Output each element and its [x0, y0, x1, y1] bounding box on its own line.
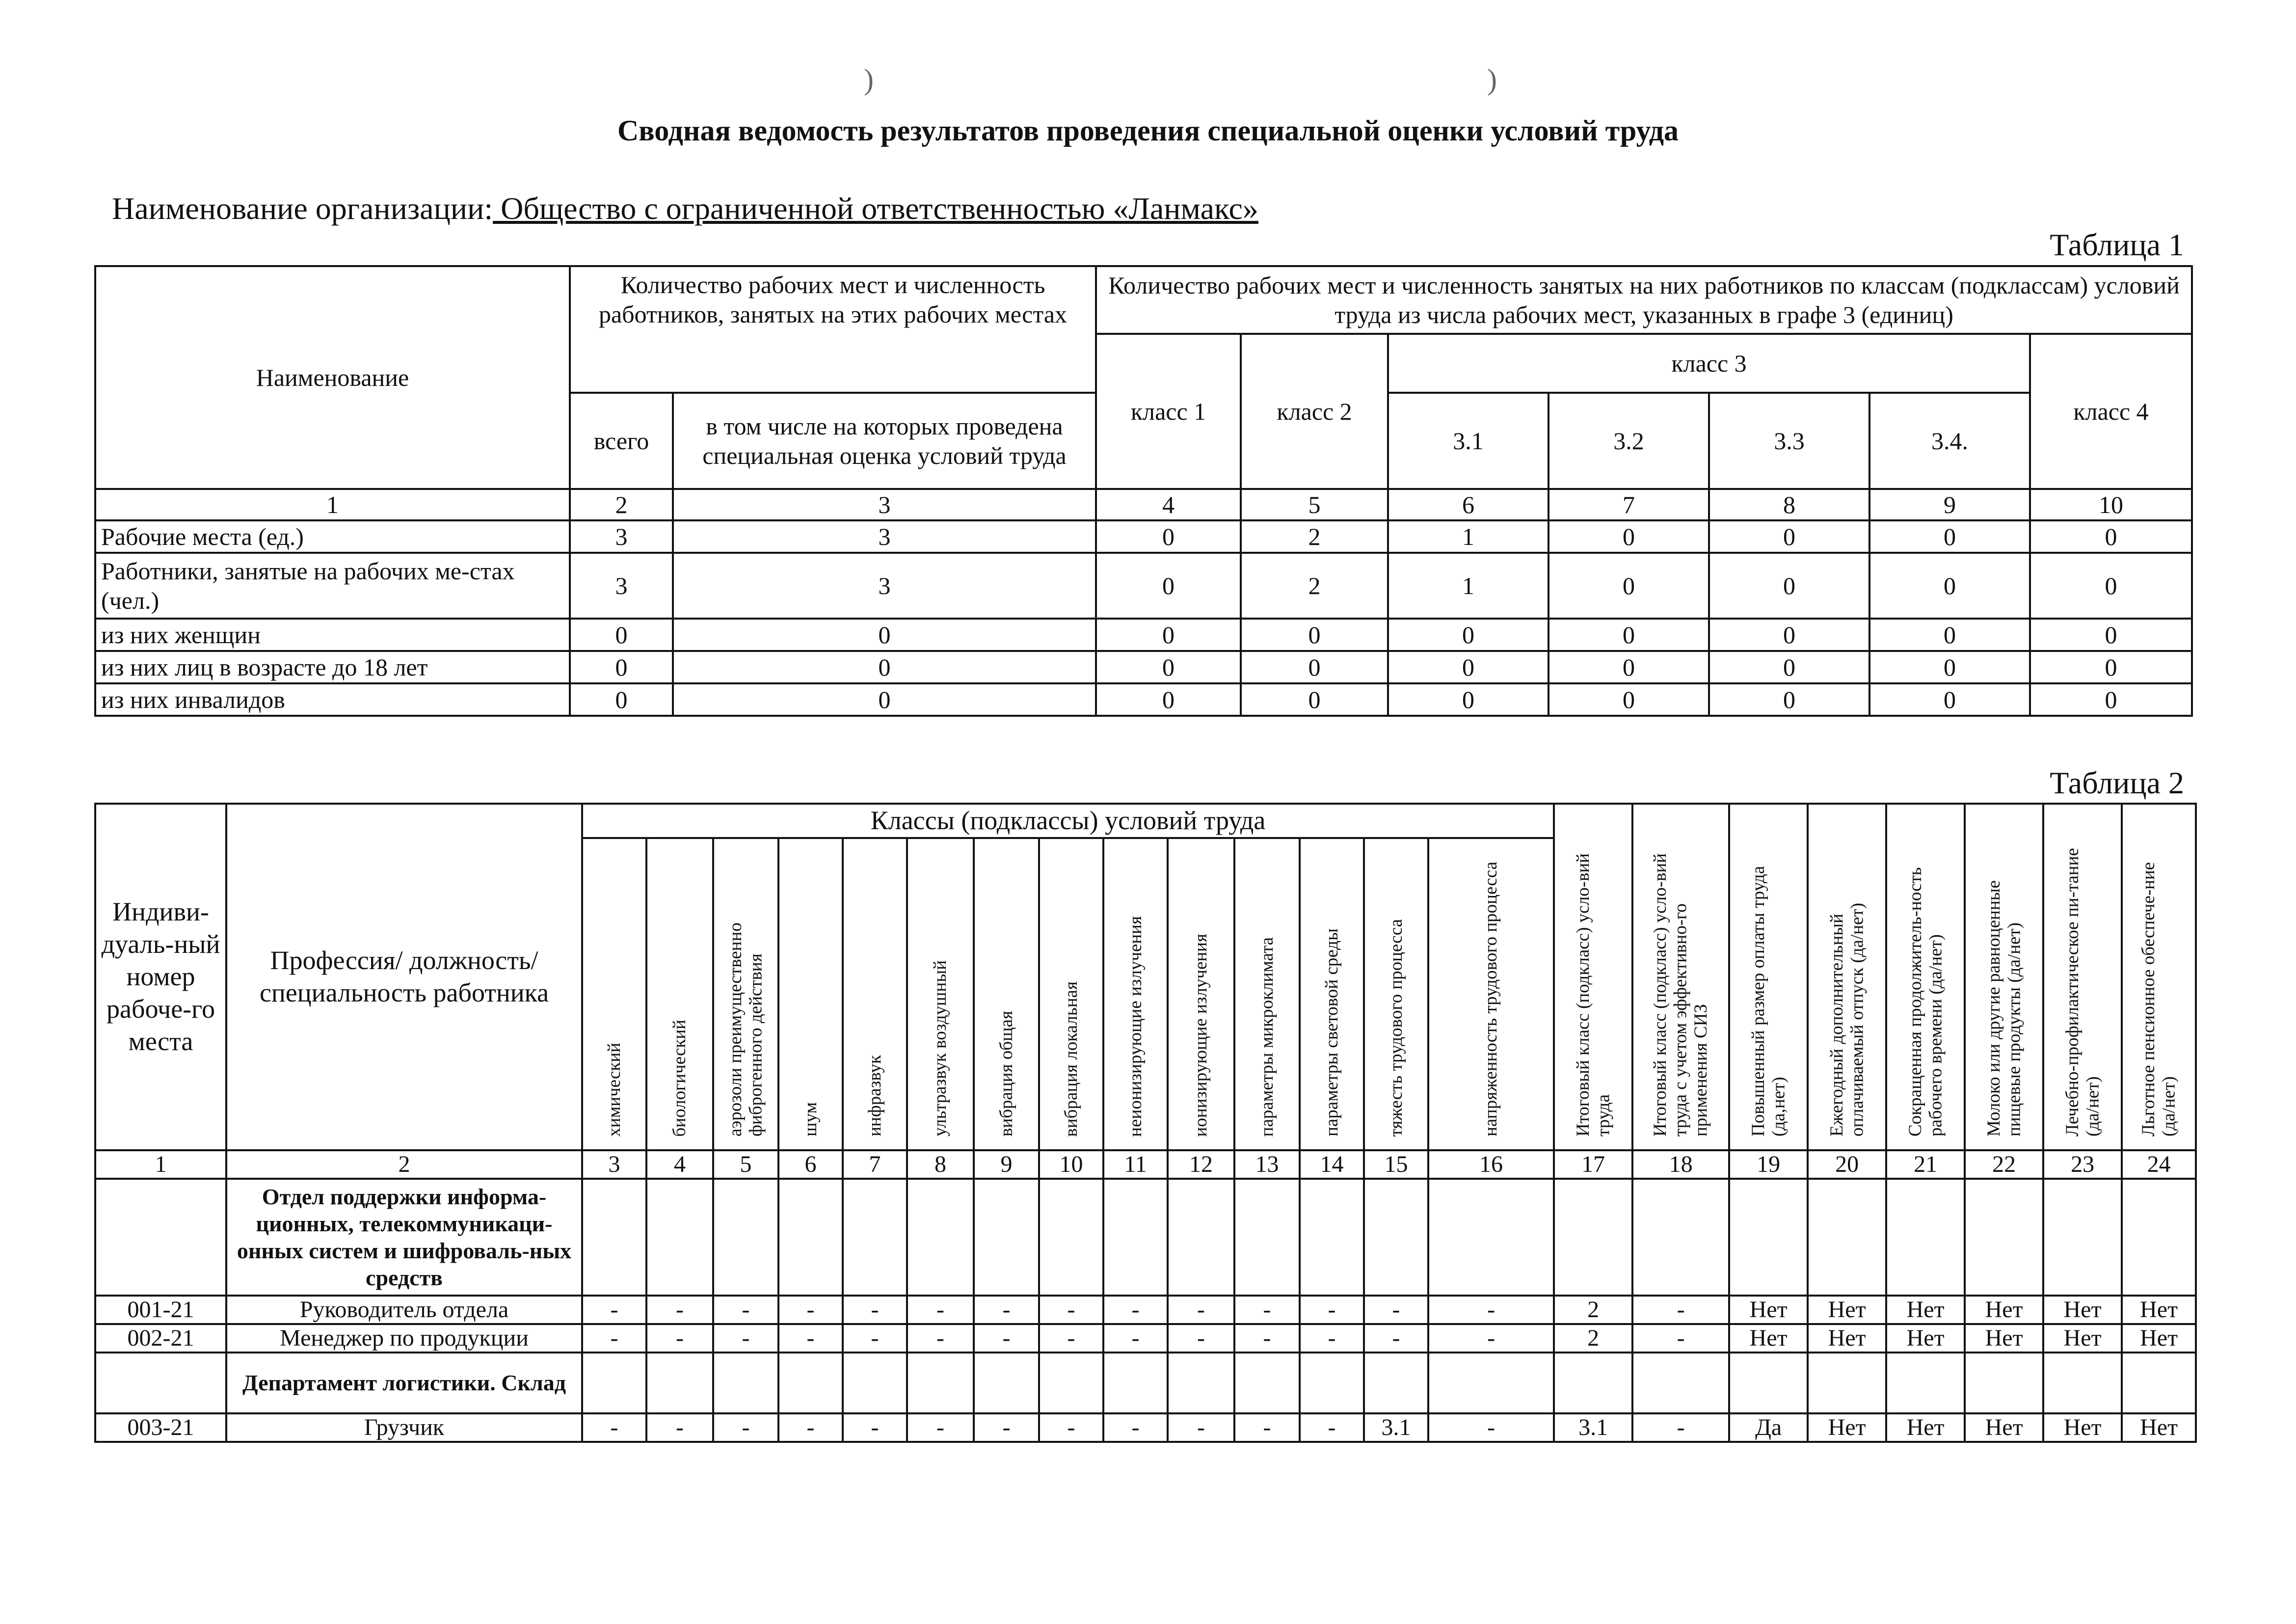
cell: Нет	[2043, 1296, 2122, 1324]
cell: 0	[1709, 619, 1869, 651]
cell: -	[582, 1413, 646, 1442]
header-pension: Льготное пенсионное обеспече-ние (да/нет)	[2122, 804, 2196, 1150]
row-label: Рабочие места (ед.)	[95, 520, 570, 553]
header-total: всего	[570, 393, 673, 489]
header-factor-intensity: напряженность трудового процесса	[1428, 838, 1554, 1150]
organization-line	[112, 190, 1258, 227]
cell: Нет	[1965, 1413, 2043, 1442]
cell: 0	[2030, 651, 2192, 683]
column-number-row	[95, 489, 2192, 520]
cell: 0	[1869, 651, 2030, 683]
cell: Нет	[1729, 1324, 1808, 1353]
header-sub-3-2: 3.2	[1548, 393, 1709, 489]
cell: 3	[673, 520, 1096, 553]
cell: -	[974, 1413, 1039, 1442]
cell: 0	[570, 651, 673, 683]
cell: -	[1168, 1413, 1234, 1442]
scan-mark-left: )	[864, 63, 874, 96]
table-row	[95, 520, 2192, 553]
header-factor-severity: тяжесть трудового процесса	[1364, 838, 1428, 1150]
col-number: 18	[1632, 1150, 1729, 1179]
cell: -	[1364, 1296, 1428, 1324]
col-number: 5	[1241, 489, 1388, 520]
cell: 0	[1548, 553, 1709, 619]
cell: 1	[1388, 520, 1548, 553]
table-row	[95, 651, 2192, 683]
cell: 1	[1388, 553, 1548, 619]
cell: 0	[1869, 553, 2030, 619]
table-row	[95, 1296, 2196, 1324]
header-workplace-id: Индиви-дуаль-ный номер рабоче-го места	[95, 804, 226, 1150]
cell: 0	[1548, 651, 1709, 683]
cell: 3	[570, 520, 673, 553]
profession-name: Руководитель отдела	[226, 1296, 582, 1324]
header-factor-vibration-general: вибрация общая	[974, 838, 1039, 1150]
cell: 0	[1709, 651, 1869, 683]
column-number-row	[95, 1150, 2196, 1179]
header-factor-vibration-local: вибрация локальная	[1039, 838, 1103, 1150]
col-number: 12	[1168, 1150, 1234, 1179]
cell: -	[713, 1296, 778, 1324]
header-factor-infrasound: инфразвук	[843, 838, 907, 1150]
header-factor-aerosols: аэрозоли преимущественно фиброгенного действия	[713, 838, 778, 1150]
header-name: Наименование	[95, 266, 570, 489]
cell: -	[1103, 1413, 1168, 1442]
cell: Нет	[1729, 1296, 1808, 1324]
cell: -	[582, 1324, 646, 1353]
col-number: 3	[673, 489, 1096, 520]
cell: -	[843, 1413, 907, 1442]
cell: 0	[570, 683, 673, 716]
header-row-1	[95, 266, 2192, 334]
cell: -	[1039, 1296, 1103, 1324]
results-table-body	[95, 804, 2196, 1442]
cell: 0	[1709, 520, 1869, 553]
table-row	[95, 1324, 2196, 1353]
cell: 0	[1548, 683, 1709, 716]
cell: 0	[1096, 683, 1241, 716]
cell: -	[1168, 1296, 1234, 1324]
col-number: 14	[1300, 1150, 1364, 1179]
cell: 0	[1869, 520, 2030, 553]
cell: 2	[1241, 553, 1388, 619]
cell: 3.1	[1554, 1413, 1632, 1442]
cell: -	[713, 1324, 778, 1353]
cell: -	[907, 1413, 974, 1442]
header-factor-ionizing: ионизирующие излучения	[1168, 838, 1234, 1150]
cell: Нет	[1808, 1413, 1886, 1442]
table1-label: Таблица 1	[2050, 227, 2184, 262]
table-row	[95, 683, 2192, 716]
workplace-id: 002-21	[95, 1324, 226, 1353]
row-label: из них инвалидов	[95, 683, 570, 716]
cell: 0	[2030, 683, 2192, 716]
cell: Нет	[2043, 1324, 2122, 1353]
header-factor-microclimate: параметры микроклимата	[1234, 838, 1300, 1150]
table-row	[95, 619, 2192, 651]
header-final-class: Итоговый класс (подкласс) усло-вий труда	[1554, 804, 1632, 1150]
col-number: 8	[907, 1150, 974, 1179]
col-number: 2	[570, 489, 673, 520]
cell: -	[1300, 1296, 1364, 1324]
header-therapeutic-food: Лечебно-профилактическое пи-тание (да/нет)	[2043, 804, 2122, 1150]
department-row	[95, 1179, 2196, 1296]
profession-name: Менеджер по продукции	[226, 1324, 582, 1353]
summary-table-body	[95, 266, 2192, 716]
cell: Нет	[1965, 1324, 2043, 1353]
col-number: 7	[1548, 489, 1709, 520]
cell: 0	[1241, 619, 1388, 651]
cell: -	[1364, 1324, 1428, 1353]
cell: Нет	[1965, 1296, 2043, 1324]
cell: 0	[1096, 651, 1241, 683]
header-increased-pay: Повышенный размер оплаты труда (да,нет)	[1729, 804, 1808, 1150]
cell: Нет	[2122, 1324, 2196, 1353]
cell: -	[1039, 1324, 1103, 1353]
col-number: 4	[646, 1150, 713, 1179]
empty-cell	[95, 1353, 226, 1413]
header-class2: класс 2	[1241, 334, 1388, 489]
cell: 0	[1548, 520, 1709, 553]
table-row	[95, 553, 2192, 619]
cell: Нет	[2122, 1413, 2196, 1442]
cell: Нет	[2122, 1296, 2196, 1324]
col-number: 10	[2030, 489, 2192, 520]
col-number: 17	[1554, 1150, 1632, 1179]
results-table	[94, 803, 2197, 1443]
col-number: 20	[1808, 1150, 1886, 1179]
header-factor-biological: биологический	[646, 838, 713, 1150]
cell: Нет	[2043, 1413, 2122, 1442]
table-row	[95, 1413, 2196, 1442]
cell: -	[1103, 1296, 1168, 1324]
header-factor-noise: шум	[778, 838, 843, 1150]
header-sub-3-1: 3.1	[1388, 393, 1548, 489]
header-class4: класс 4	[2030, 334, 2192, 489]
cell: -	[1234, 1296, 1300, 1324]
cell: 0	[1869, 683, 2030, 716]
col-number: 9	[1869, 489, 2030, 520]
department-name: Департамент логистики. Склад	[226, 1353, 582, 1413]
cell: Нет	[1886, 1413, 1965, 1442]
header-row-1	[95, 804, 2196, 838]
scan-mark-right: )	[1487, 63, 1497, 96]
row-label: из них женщин	[95, 619, 570, 651]
cell: -	[843, 1324, 907, 1353]
header-final-class-siz: Итоговый класс (подкласс) усло-вий труда с учетом эффективно-го применения СИЗ	[1632, 804, 1729, 1150]
cell: -	[778, 1296, 843, 1324]
header-group-left: Количество рабочих мест и численность работников, занятых на этих рабочих местах	[570, 266, 1096, 393]
cell: -	[582, 1296, 646, 1324]
cell: Да	[1729, 1413, 1808, 1442]
header-profession: Профессия/ должность/ специальность работника	[226, 804, 582, 1150]
cell: 0	[1388, 619, 1548, 651]
col-number: 13	[1234, 1150, 1300, 1179]
col-number: 7	[843, 1150, 907, 1179]
cell: 0	[2030, 520, 2192, 553]
cell: Нет	[1886, 1296, 1965, 1324]
table2-label: Таблица 2	[2050, 765, 2184, 800]
col-number: 6	[1388, 489, 1548, 520]
cell: 0	[673, 651, 1096, 683]
cell: Нет	[1808, 1324, 1886, 1353]
cell: 0	[1096, 520, 1241, 553]
header-factor-nonionizing: неионизирующие излучения	[1103, 838, 1168, 1150]
col-number: 23	[2043, 1150, 2122, 1179]
col-number: 15	[1364, 1150, 1428, 1179]
summary-table	[94, 265, 2193, 717]
workplace-id: 001-21	[95, 1296, 226, 1324]
cell: -	[1632, 1296, 1729, 1324]
cell: 0	[1241, 683, 1388, 716]
header-classes-group: Классы (подклассы) условий труда	[582, 804, 1554, 838]
col-number: 9	[974, 1150, 1039, 1179]
cell: -	[907, 1296, 974, 1324]
department-row	[95, 1353, 2196, 1413]
cell: 2	[1554, 1296, 1632, 1324]
col-number: 2	[226, 1150, 582, 1179]
header-class3: класс 3	[1388, 334, 2030, 393]
col-number: 10	[1039, 1150, 1103, 1179]
header-factor-chemical: химический	[582, 838, 646, 1150]
cell: -	[713, 1413, 778, 1442]
cell: 0	[1241, 651, 1388, 683]
header-class1: класс 1	[1096, 334, 1241, 489]
cell: 3	[570, 553, 673, 619]
col-number: 24	[2122, 1150, 2196, 1179]
col-number: 4	[1096, 489, 1241, 520]
cell: 3	[673, 553, 1096, 619]
header-sub-3-4: 3.4.	[1869, 393, 2030, 489]
col-number: 6	[778, 1150, 843, 1179]
cell: -	[1300, 1413, 1364, 1442]
cell: 0	[1388, 683, 1548, 716]
cell: 0	[1709, 553, 1869, 619]
cell: 0	[1869, 619, 2030, 651]
cell: Нет	[1808, 1296, 1886, 1324]
cell: -	[778, 1413, 843, 1442]
organization-label: Наименование организации:	[112, 191, 493, 226]
row-label: Работники, занятые на рабочих ме-стах (чел.)	[95, 553, 570, 619]
cell: 2	[1554, 1324, 1632, 1353]
col-number: 1	[95, 1150, 226, 1179]
cell: 0	[673, 683, 1096, 716]
cell: -	[843, 1296, 907, 1324]
cell: -	[907, 1324, 974, 1353]
cell: 3.1	[1364, 1413, 1428, 1442]
cell: 0	[570, 619, 673, 651]
cell: -	[646, 1413, 713, 1442]
cell: -	[1103, 1324, 1168, 1353]
cell: -	[1234, 1413, 1300, 1442]
cell: -	[1632, 1324, 1729, 1353]
cell: -	[1234, 1324, 1300, 1353]
profession-name: Грузчик	[226, 1413, 582, 1442]
cell: 0	[2030, 619, 2192, 651]
header-factor-lighting: параметры световой среды	[1300, 838, 1364, 1150]
cell: -	[1632, 1413, 1729, 1442]
cell: -	[646, 1324, 713, 1353]
cell: 2	[1241, 520, 1388, 553]
cell: -	[974, 1324, 1039, 1353]
cell: 0	[1096, 553, 1241, 619]
workplace-id: 003-21	[95, 1413, 226, 1442]
empty-cell	[95, 1179, 226, 1296]
col-number: 19	[1729, 1150, 1808, 1179]
cell: -	[1428, 1324, 1554, 1353]
header-extra-leave: Ежегодный дополнительный оплачиваемый отпуск (да/нет)	[1808, 804, 1886, 1150]
document-title: Сводная ведомость результатов проведения специальной оценки условий труда	[617, 114, 1679, 147]
cell: -	[1039, 1413, 1103, 1442]
col-number: 3	[582, 1150, 646, 1179]
col-number: 21	[1886, 1150, 1965, 1179]
cell: 0	[1548, 619, 1709, 651]
col-number: 8	[1709, 489, 1869, 520]
cell: 0	[2030, 553, 2192, 619]
cell: -	[778, 1324, 843, 1353]
col-number: 5	[713, 1150, 778, 1179]
row-label: из них лиц в возрасте до 18 лет	[95, 651, 570, 683]
header-reduced-hours: Сокращенная продолжитель-ность рабочего времени (да/нет)	[1886, 804, 1965, 1150]
header-milk: Молоко или другие равноценные пищевые продукты (да/нет)	[1965, 804, 2043, 1150]
header-factor-ultrasound: ультразвук воздушный	[907, 838, 974, 1150]
header-group-right: Количество рабочих мест и численность занятых на них работников по классам (подклассам) условий труда из числа рабочих мест, указанных в графе 3 (единиц)	[1096, 266, 2192, 334]
cell: -	[974, 1296, 1039, 1324]
col-number: 1	[95, 489, 570, 520]
header-sub-3-3: 3.3	[1709, 393, 1869, 489]
cell: 0	[673, 619, 1096, 651]
cell: Нет	[1886, 1324, 1965, 1353]
cell: 0	[1709, 683, 1869, 716]
department-name: Отдел поддержки информа-ционных, телекоммуникаци-онных систем и шифроваль-ных средств	[226, 1179, 582, 1296]
header-assessed: в том числе на которых проведена специальная оценка условий труда	[673, 393, 1096, 489]
cell: 0	[1388, 651, 1548, 683]
cell: -	[646, 1296, 713, 1324]
cell: -	[1428, 1413, 1554, 1442]
cell: -	[1168, 1324, 1234, 1353]
col-number: 22	[1965, 1150, 2043, 1179]
cell: -	[1300, 1324, 1364, 1353]
cell: -	[1428, 1296, 1554, 1324]
col-number: 16	[1428, 1150, 1554, 1179]
organization-name: Общество с ограниченной ответственностью «Ланмакс»	[493, 191, 1258, 226]
col-number: 11	[1103, 1150, 1168, 1179]
cell: 0	[1096, 619, 1241, 651]
